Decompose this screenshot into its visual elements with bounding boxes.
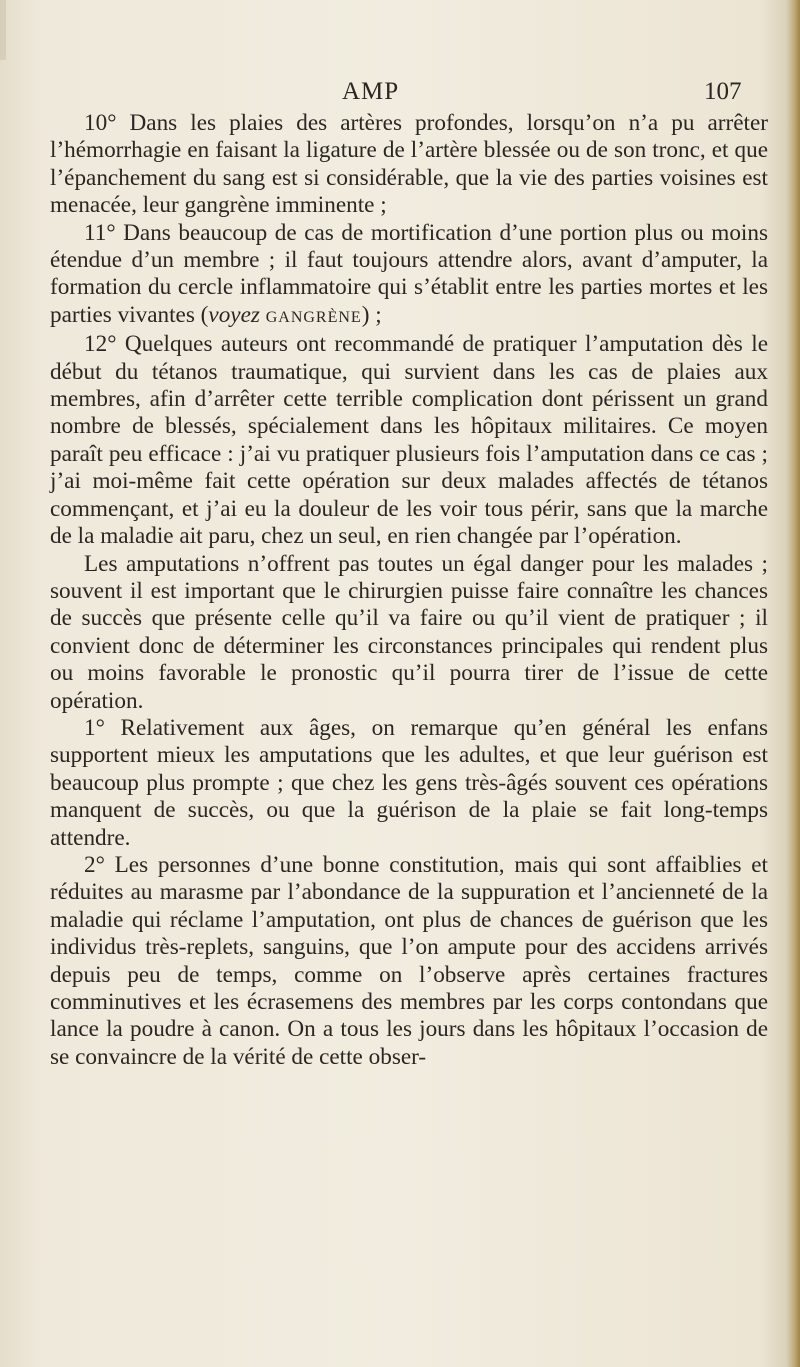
page-header [0,72,800,112]
page-number: 107 [704,78,742,105]
paragraph-11-text: 11° Dans beaucoup de cas de mortification d’une portion plus ou moins étendue d’un membre ; il faut toujours attendre alors, avant d’amputer, la formation du cercle inflammatoire qui s’établit entre les parties mortes et les parties vivantes ( [50,219,768,328]
body-text [50,110,768,1071]
page-edge-shadow [786,0,800,1367]
page-fold [0,0,6,60]
paragraph-danger: Les amputations n’offrent pas toutes un égal danger pour les malades ; souvent il est important que le chirurgien puisse faire connaître les chances de succès que présente celle qu’il va faire ou qu’il vient de pratiquer ; il convient donc de déterminer les circonstances principales qui rendent plus ou moins favorable le pronostic qu’il pourra tirer de l’issue de cette opération. [50,550,768,714]
voyez-word: voyez [208,301,260,328]
paragraph-11-end: ) ; [361,301,382,328]
paragraph-11 [50,220,768,332]
cross-reference: GANGRÈNE [265,308,362,326]
paragraph-1: 1° Relativement aux âges, on remarque qu’en général les enfans supportent mieux les amputations que les adultes, et que leur guérison est beaucoup plus prompte ; que chez les gens très-âgés souvent ces opérations manquent de succès, ou que la guérison de la plaie se fait long-temps attendre. [50,714,768,851]
paragraph-2: 2° Les personnes d’une bonne constitution, mais qui sont affaiblies et réduites au marasme par l’abondance de la suppuration et l’ancienneté de la maladie qui réclame l’amputation, ont plus de chances de guérison que les individus très-replets, sanguins, que l’on ampute pour des accidens arrivés depuis peu de temps, comme on l’observe après certaines fractures comminutives et les écrasemens des membres par les corps contondans que lance la poudre à canon. On a tous les jours dans les hôpitaux l’occasion de se convaincre de la vérité de cette obser- [50,851,768,1070]
running-head: AMP [342,78,400,105]
paragraph-10: 10° Dans les plaies des artères profondes, lorsqu’on n’a pu arrêter l’hémorrhagie en faisant la ligature de l’artère blessée ou de son tronc, et que l’épanchement du sang est si considérable, que la vie des parties voisines est menacée, leur gangrène imminente ; [50,110,768,219]
paragraph-12: 12° Quelques auteurs ont recommandé de pratiquer l’amputation dès le début du tétanos traumatique, qui survient dans les cas de plaies aux membres, afin d’arrêter cette terrible complication dont périssent un grand nombre de blessés, spécialement dans les hôpitaux militaires. Ce moyen paraît peu efficace : j’ai vu pratiquer plusieurs fois l’amputation dans ce cas ; j’ai moi-même fait cette opération sur deux malades affectés de tétanos commençant, et j’ai eu la douleur de les voir tous périr, sans que la marche de la maladie ait paru, chez un seul, en rien changée par l’opération. [50,331,768,550]
